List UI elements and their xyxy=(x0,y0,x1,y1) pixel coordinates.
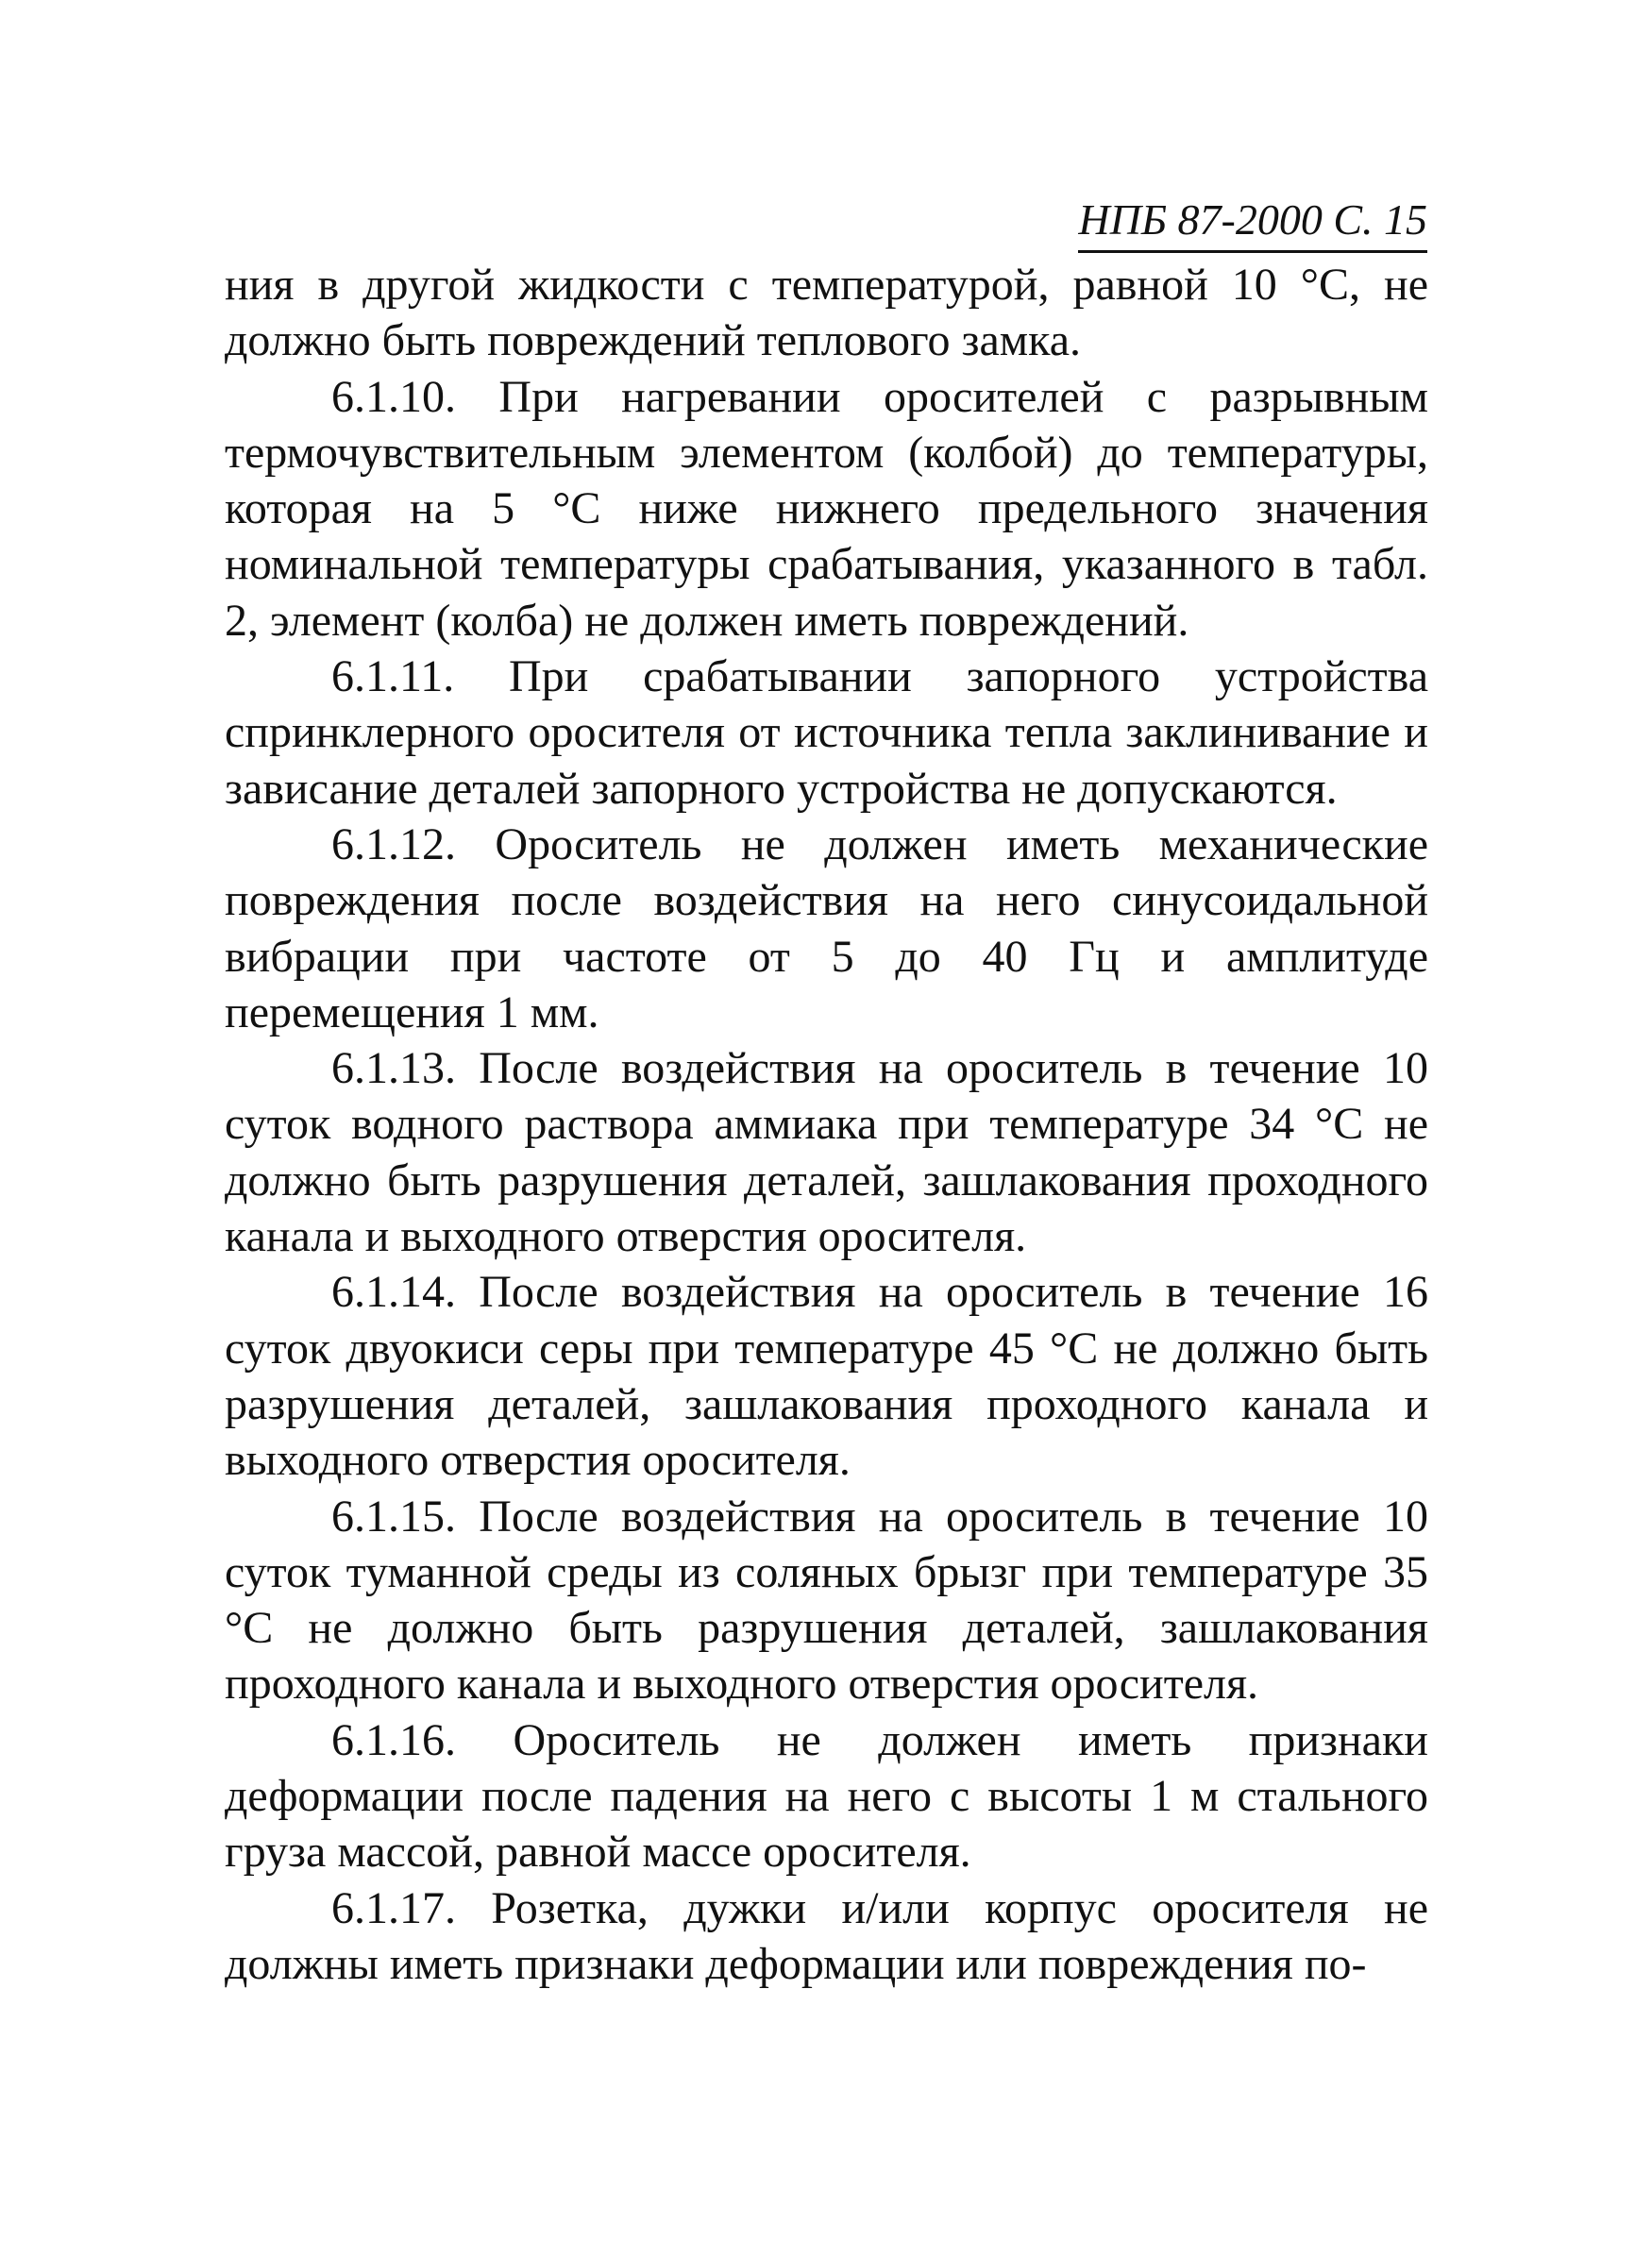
paragraph-6-1-16: 6.1.16. Ороситель не должен иметь признаки деформации после падения на него с высоты 1 м стального груза массой, равной массе оросителя. xyxy=(225,1714,1428,1878)
paragraph-6-1-15: 6.1.15. После воздействия на ороситель в течение 10 суток туманной среды из соляных брызг при температуре 35 °С не должно быть разрушения деталей, зашлакования проходного канала и выходного отверстия оросителя. xyxy=(225,1491,1428,1710)
paragraph-6-1-14: 6.1.14. После воздействия на ороситель в течение 16 суток двуокиси серы при температуре 45 °С не должно быть разрушения деталей, зашлакования проходного канала и выходного отверстия оросителя. xyxy=(225,1267,1428,1486)
paragraph-6-1-11: 6.1.11. При срабатывании запорного устройства спринклерного оросителя от источника тепла заклинивание и зависание деталей запорного устройства не допускаются. xyxy=(225,651,1428,814)
paragraph-6-1-10: 6.1.10. При нагревании оросителей с разрывным термочувствительным элементом (колбой) до температуры, которая на 5 °С ниже нижнего предельного значения номинальной температуры срабатывания, указанного в табл. 2, элемент (колба) не должен иметь повреждений. xyxy=(225,371,1428,646)
paragraph-6-1-13: 6.1.13. После воздействия на ороситель в течение 10 суток водного раствора аммиака при температуре 34 °С не должно быть разрушения деталей, зашлакования проходного канала и выходного отверстия оросителя. xyxy=(225,1043,1428,1262)
paragraph-continuation: ния в другой жидкости с температурой, равной 10 °С, не должно быть повреждений теплового замка. xyxy=(225,260,1428,366)
paragraph-6-1-12: 6.1.12. Ороситель не должен иметь механические повреждения после воздействия на него синусоидальной вибрации при частоте от 5 до 40 Гц и амплитуде перемещения 1 мм. xyxy=(225,818,1428,1037)
page-body xyxy=(225,257,1428,1992)
running-header: НПБ 87-2000 С. 15 xyxy=(1078,194,1427,253)
paragraph-6-1-17: 6.1.17. Розетка, дужки и/или корпус оросителя не должны иметь признаки деформации или повреждения по- xyxy=(225,1882,1428,1989)
